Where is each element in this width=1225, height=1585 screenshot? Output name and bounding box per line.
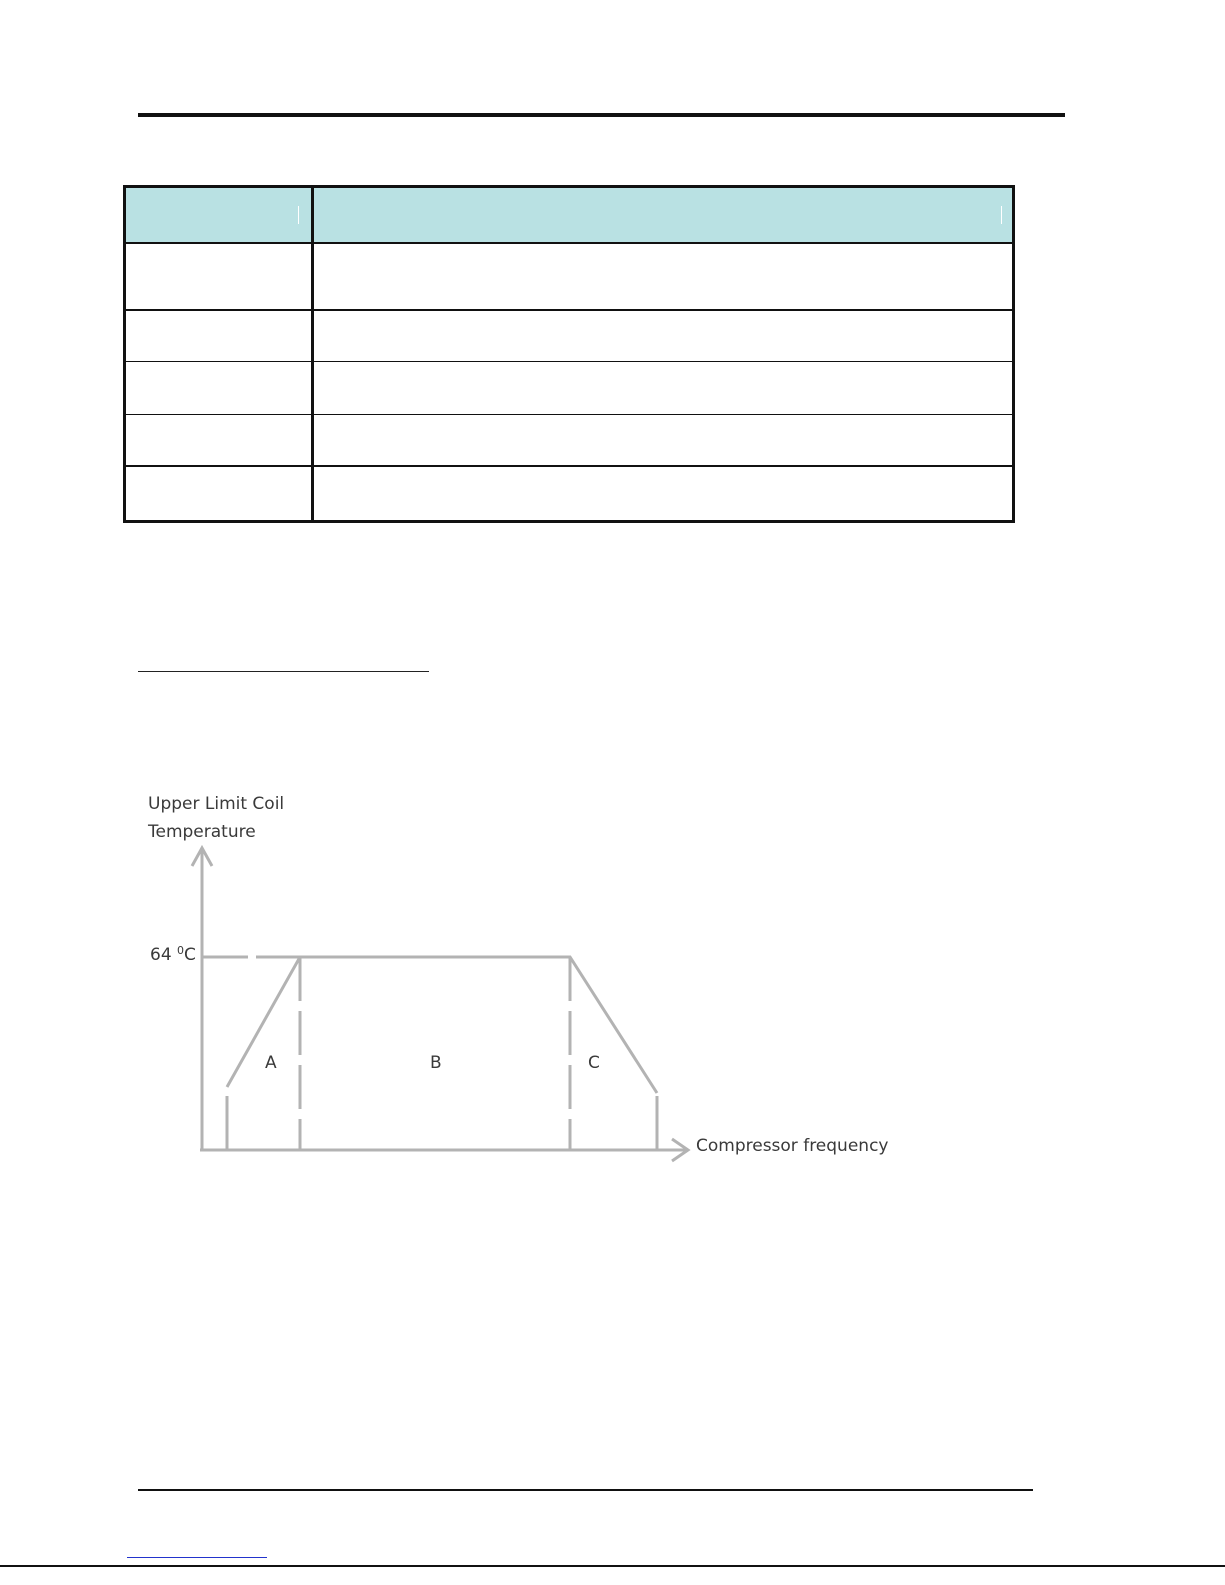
coil-temperature-diagram <box>130 780 930 1200</box>
table-row-divider <box>126 242 1012 244</box>
zone-a-label: A <box>265 1053 277 1073</box>
limit-temperature-label <box>150 945 196 964</box>
table-row-divider <box>126 309 1012 311</box>
header-cell-tick <box>1001 206 1002 224</box>
limit-value: 64 <box>150 945 172 965</box>
footer-link-underline[interactable] <box>127 1557 267 1558</box>
footer-rule <box>138 1489 1033 1491</box>
table-row-divider <box>126 465 1012 467</box>
x-axis-label: Compressor frequency <box>696 1136 889 1156</box>
parameter-table <box>123 185 1015 523</box>
y-axis-label-line2: Temperature <box>148 822 256 842</box>
table-header-row <box>126 188 1012 242</box>
y-axis-label-line1: Upper Limit Coil <box>148 794 285 814</box>
zone-c-label: C <box>588 1053 600 1073</box>
header-rule <box>138 113 1065 117</box>
section-heading-underline <box>138 671 429 672</box>
table-row-divider <box>126 361 1012 362</box>
limit-degree: 0 <box>177 944 185 957</box>
table-column-divider <box>311 188 314 520</box>
limit-unit: C <box>184 945 196 965</box>
zone-b-label: B <box>430 1053 442 1073</box>
table-row-divider <box>126 414 1012 415</box>
header-cell-tick <box>298 206 299 224</box>
page-bottom-rule <box>0 1565 1225 1567</box>
